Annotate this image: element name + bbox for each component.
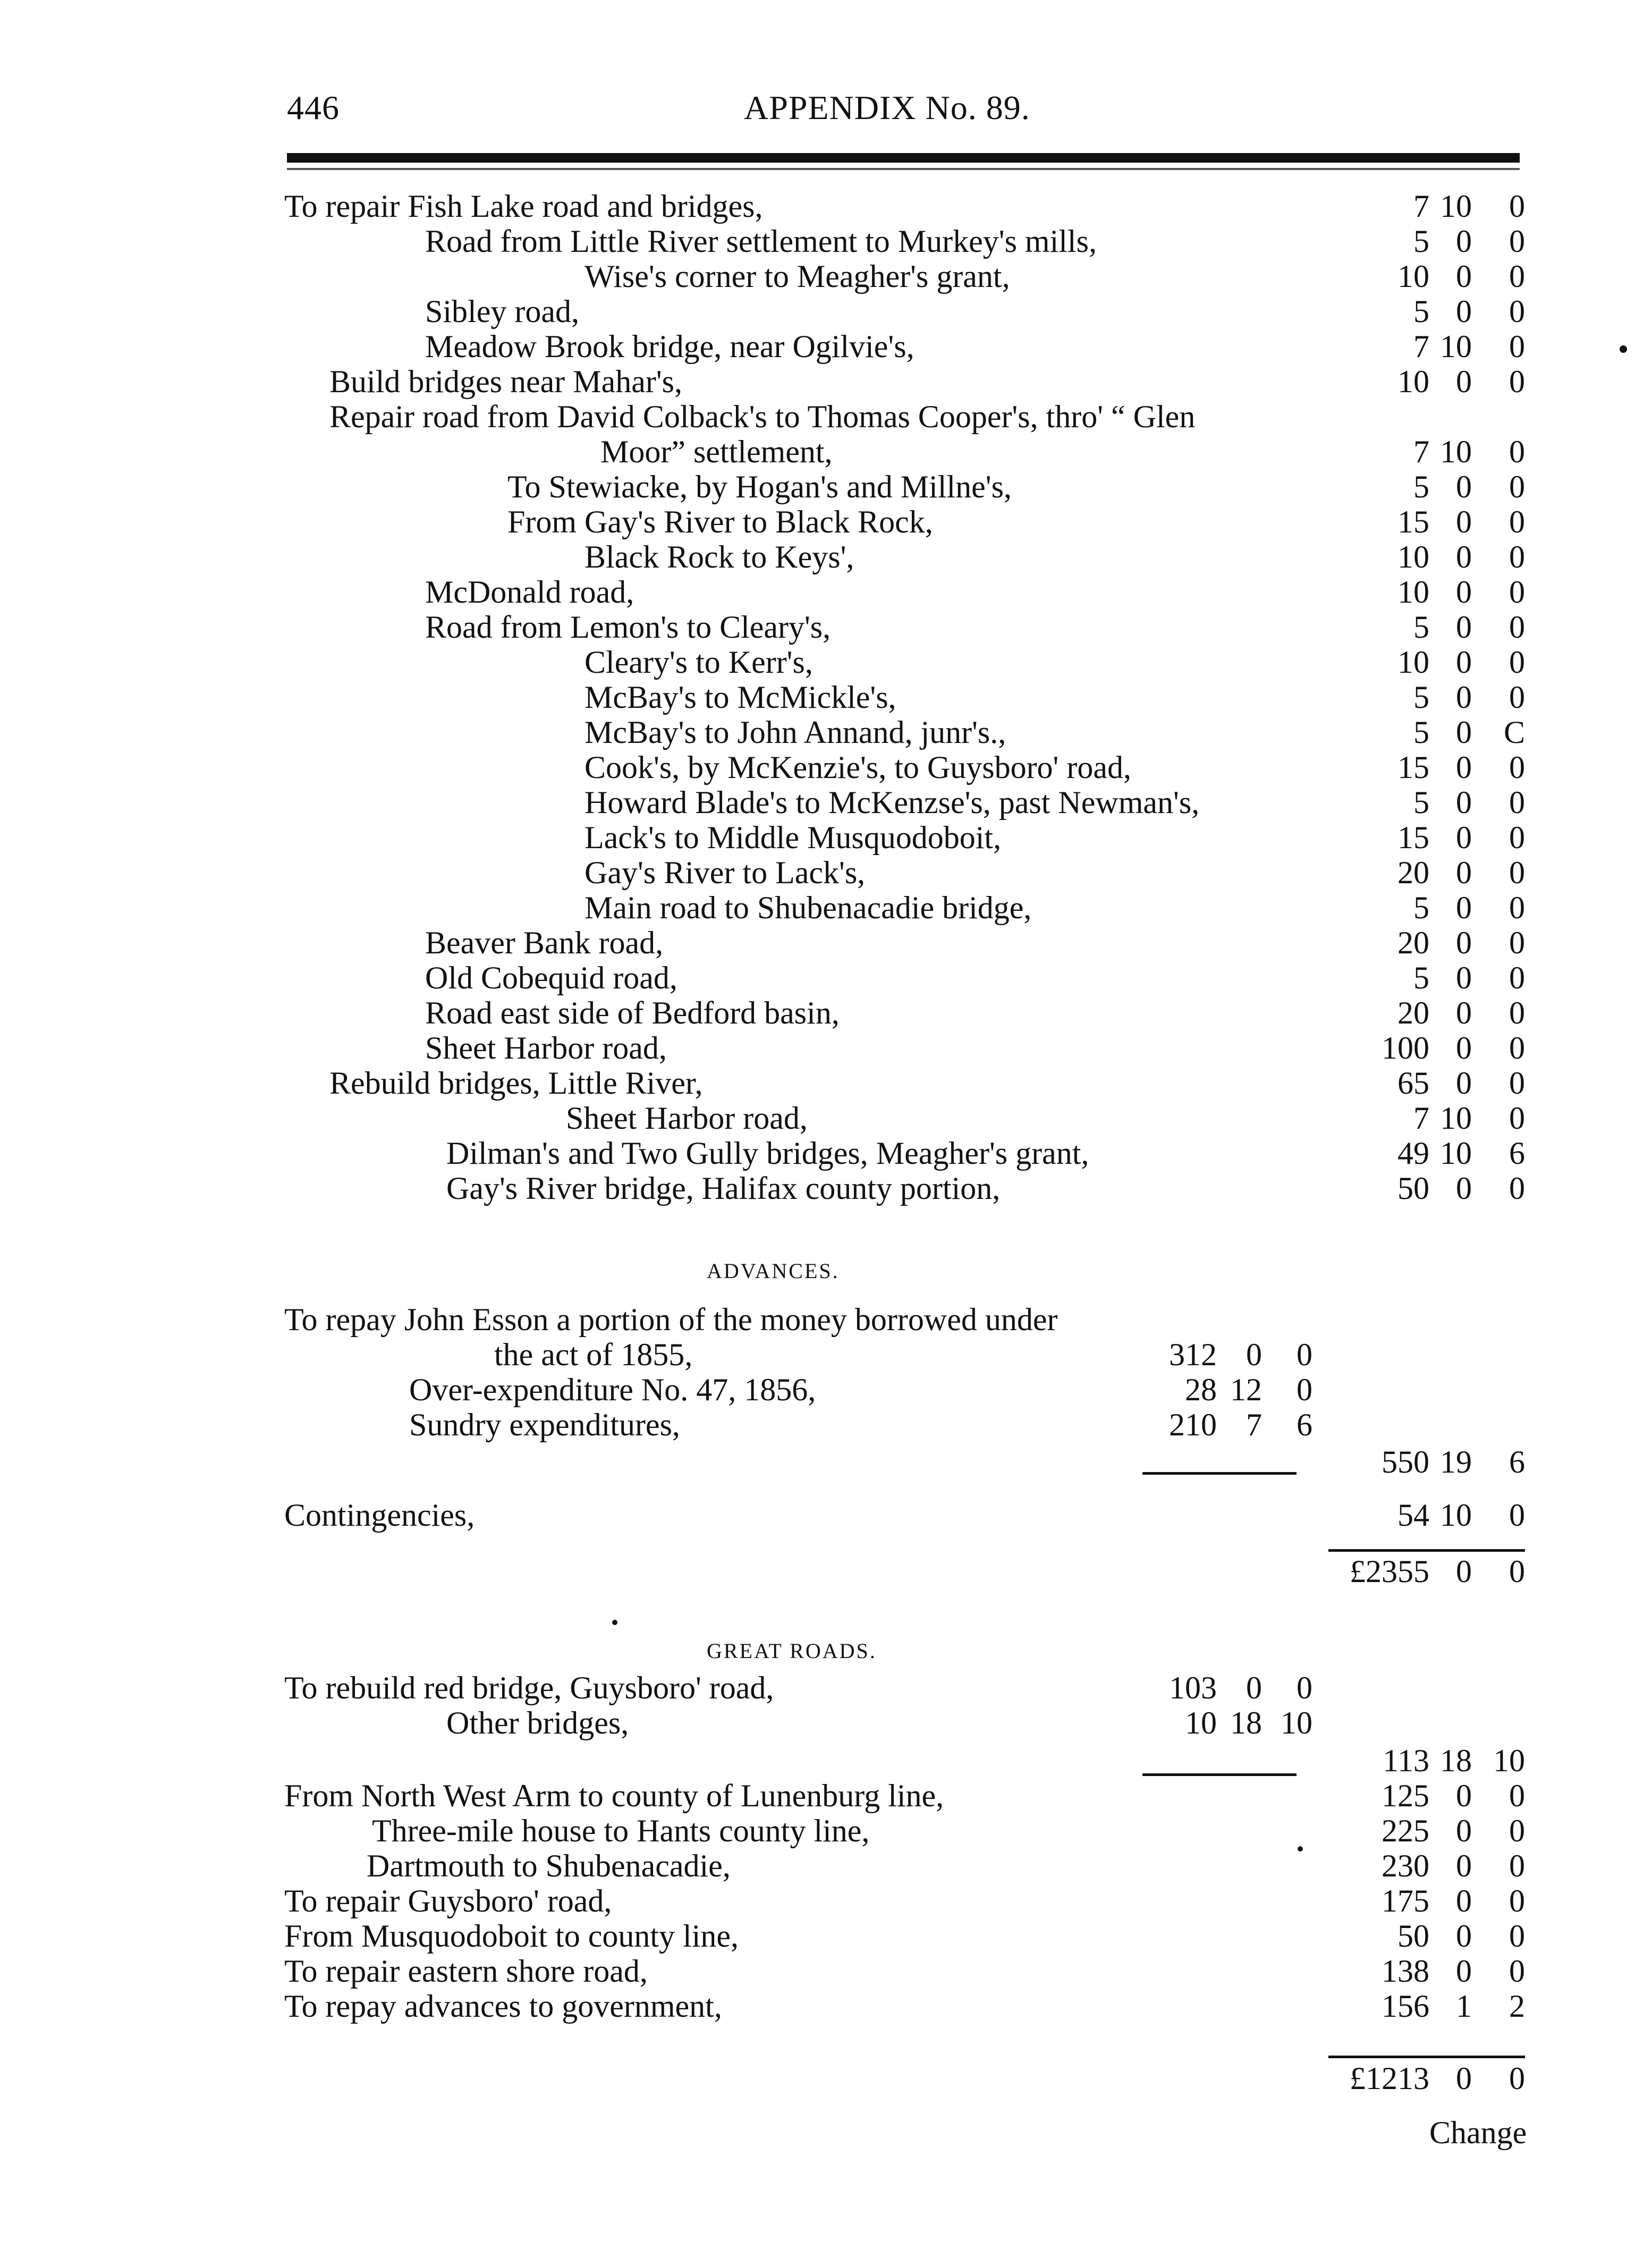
amount-pence: 0	[1509, 1171, 1525, 1206]
amount-pence: 0	[1509, 1918, 1525, 1954]
row-label: Cleary's to Kerr's,	[584, 645, 813, 680]
row-label: Sheet Harbor road,	[566, 1101, 808, 1136]
amount-pence: 0	[1509, 785, 1525, 820]
amount-pounds: 138	[1382, 1954, 1429, 1989]
amount-pounds: 10	[1185, 1705, 1217, 1740]
row-label: Gay's River to Lack's,	[584, 855, 866, 890]
amount-pounds: 10	[1397, 364, 1429, 399]
amount-pounds: 20	[1397, 995, 1429, 1030]
amount-pounds: 15	[1397, 820, 1429, 855]
amount-shillings: 0	[1456, 680, 1472, 715]
row-label: Beaver Bank road,	[425, 925, 664, 960]
amount-pence: 0	[1509, 189, 1525, 224]
amount-pence: 0	[1509, 1030, 1525, 1066]
great-road-label: Other bridges,	[446, 1705, 629, 1740]
amount-shillings: 12	[1230, 1372, 1262, 1407]
amount-pence: 0	[1509, 294, 1525, 329]
amount-shillings: 0	[1456, 364, 1472, 399]
amount-shillings: 10	[1440, 1101, 1472, 1136]
page-title: APPENDIX No. 89.	[744, 89, 1030, 126]
amount-pence: 0	[1509, 1848, 1525, 1883]
amount-pence: 0	[1509, 1778, 1525, 1813]
amount-shillings: 10	[1440, 434, 1472, 469]
amount-pence: 0	[1509, 820, 1525, 855]
amount-shillings: 0	[1456, 785, 1472, 820]
amount-pounds: 5	[1413, 890, 1429, 925]
amount-pence: 0	[1509, 259, 1525, 294]
advance-label: Over-expenditure No. 47, 1856,	[409, 1372, 816, 1407]
amount-pence: 0	[1509, 1813, 1525, 1848]
amount-pence: 0	[1509, 434, 1525, 469]
amount-shillings: 18	[1230, 1705, 1262, 1740]
amount-pounds: 10	[1397, 259, 1429, 294]
amount-pence: 10	[1281, 1705, 1312, 1740]
great-roads-sum-line	[1142, 1773, 1297, 1776]
amount-shillings: 1	[1456, 1989, 1472, 2024]
amount-shillings: 0	[1456, 960, 1472, 995]
advances-total-line	[1328, 1549, 1525, 1552]
row-label: Repair road from David Colback's to Thomas Cooper's, thro' “ Glen	[329, 399, 1196, 434]
amount-shillings: 0	[1456, 224, 1472, 259]
great-road-row-label: Three-mile house to Hants county line,	[372, 1813, 870, 1848]
amount-pounds: 100	[1382, 1030, 1429, 1066]
amount-pounds: 5	[1413, 469, 1429, 504]
amount-shillings: 0	[1456, 1066, 1472, 1101]
advances-heading: ADVANCES.	[707, 1259, 840, 1283]
amount-pence: 0	[1509, 1066, 1525, 1101]
row-label: Road east side of Bedford basin,	[425, 995, 840, 1030]
amount-pounds: 156	[1382, 1989, 1429, 2024]
amount-pounds: £1213	[1350, 2061, 1429, 2096]
row-label: Black Rock to Keys',	[584, 539, 854, 574]
row-label: Road from Lemon's to Cleary's,	[425, 610, 831, 645]
advance-label: the act of 1855,	[494, 1337, 693, 1372]
amount-shillings: 10	[1440, 1498, 1472, 1533]
catchword: Change	[1429, 2115, 1527, 2150]
amount-pence: 0	[1509, 364, 1525, 399]
amount-shillings: 0	[1456, 1954, 1472, 1989]
speck	[1298, 1846, 1303, 1851]
amount-shillings: 0	[1456, 1883, 1472, 1918]
amount-pounds: 5	[1413, 680, 1429, 715]
row-label: To repair Fish Lake road and bridges,	[284, 189, 763, 224]
amount-pounds: 5	[1413, 785, 1429, 820]
amount-shillings: 0	[1456, 820, 1472, 855]
amount-pence: 0	[1509, 890, 1525, 925]
row-label: McBay's to John Annand, junr's.,	[584, 715, 1006, 750]
row-label: Gay's River bridge, Halifax county portion,	[446, 1171, 1001, 1206]
amount-shillings: 0	[1456, 504, 1472, 539]
amount-pounds: 20	[1397, 925, 1429, 960]
row-label: Wise's corner to Meagher's grant,	[584, 259, 1010, 294]
amount-pounds: 7	[1413, 1101, 1429, 1136]
row-label: From Gay's River to Black Rock,	[507, 504, 933, 539]
amount-pounds: £2355	[1350, 1554, 1429, 1589]
amount-pence: 6	[1509, 1444, 1525, 1479]
great-road-row-label: From Musquodoboit to county line,	[284, 1918, 739, 1954]
amount-pence: 0	[1509, 224, 1525, 259]
amount-shillings: 10	[1440, 329, 1472, 364]
amount-shillings: 0	[1456, 1813, 1472, 1848]
amount-shillings: 0	[1246, 1670, 1262, 1705]
amount-pounds: 20	[1397, 855, 1429, 890]
amount-pounds: 7	[1413, 434, 1429, 469]
amount-pounds: 10	[1397, 539, 1429, 574]
advances-sum-line	[1142, 1472, 1297, 1475]
amount-shillings: 0	[1456, 610, 1472, 645]
amount-pounds: 5	[1413, 224, 1429, 259]
row-label: Sibley road,	[425, 294, 579, 329]
row-label: To Stewiacke, by Hogan's and Millne's,	[507, 469, 1012, 504]
great-road-row-label: Dartmouth to Shubenacadie,	[367, 1848, 731, 1883]
amount-shillings: 0	[1456, 539, 1472, 574]
row-label: Moor” settlement,	[600, 434, 833, 469]
amount-pence: 0	[1297, 1337, 1312, 1372]
amount-pence: 2	[1509, 1989, 1525, 2024]
great-road-row-label: To repair Guysboro' road,	[284, 1883, 612, 1918]
great-road-row-label: To repay advances to government,	[284, 1989, 722, 2024]
advances-line1: To repay John Esson a portion of the money borrowed under	[284, 1302, 1058, 1337]
great-roads-heading: GREAT ROADS.	[707, 1639, 877, 1663]
row-label: Old Cobequid road,	[425, 960, 677, 995]
amount-shillings: 7	[1246, 1407, 1262, 1442]
amount-shillings: 0	[1456, 925, 1472, 960]
amount-shillings: 0	[1246, 1337, 1262, 1372]
row-label: Road from Little River settlement to Murkey's mills,	[425, 224, 1097, 259]
amount-pounds: 7	[1413, 329, 1429, 364]
amount-shillings: 0	[1456, 294, 1472, 329]
amount-pounds: 10	[1397, 645, 1429, 680]
amount-pence: 0	[1509, 750, 1525, 785]
amount-shillings: 0	[1456, 469, 1472, 504]
row-label: Cook's, by McKenzie's, to Guysboro' road,	[584, 750, 1131, 785]
amount-pence: 0	[1509, 574, 1525, 610]
amount-pence: 0	[1509, 329, 1525, 364]
row-label: Sheet Harbor road,	[425, 1030, 667, 1066]
amount-pounds: 5	[1413, 715, 1429, 750]
contingencies-label: Contingencies,	[284, 1498, 475, 1533]
amount-pence: 10	[1493, 1743, 1525, 1778]
header-rule-thin	[287, 168, 1520, 170]
row-label: Main road to Shubenacadie bridge,	[584, 890, 1032, 925]
amount-pounds: 113	[1383, 1743, 1429, 1778]
amount-shillings: 0	[1456, 1848, 1472, 1883]
amount-shillings: 0	[1456, 715, 1472, 750]
amount-pence: 0	[1509, 645, 1525, 680]
amount-pence: 6	[1509, 1136, 1525, 1171]
amount-pence: 0	[1509, 960, 1525, 995]
amount-pounds: 175	[1382, 1883, 1429, 1918]
amount-pounds: 230	[1382, 1848, 1429, 1883]
amount-pounds: 312	[1169, 1337, 1217, 1372]
amount-shillings: 0	[1456, 1030, 1472, 1066]
amount-pounds: 550	[1382, 1444, 1429, 1479]
amount-pounds: 225	[1382, 1813, 1429, 1848]
amount-shillings: 0	[1456, 259, 1472, 294]
amount-pence: 0	[1297, 1670, 1312, 1705]
amount-pence: 0	[1297, 1372, 1312, 1407]
amount-pounds: 50	[1397, 1918, 1429, 1954]
amount-pounds: 65	[1397, 1066, 1429, 1101]
amount-pence: C	[1503, 715, 1525, 750]
amount-pence: 0	[1509, 855, 1525, 890]
amount-pence: 6	[1297, 1407, 1312, 1442]
amount-shillings: 19	[1440, 1444, 1472, 1479]
amount-pounds: 7	[1413, 189, 1429, 224]
row-label: McDonald road,	[425, 574, 634, 610]
amount-pounds: 10	[1397, 574, 1429, 610]
row-label: Dilman's and Two Gully bridges, Meagher's grant,	[446, 1136, 1089, 1171]
header-rule	[287, 153, 1520, 163]
advance-label: Sundry expenditures,	[409, 1407, 680, 1442]
amount-pounds: 210	[1169, 1407, 1217, 1442]
amount-pounds: 49	[1397, 1136, 1429, 1171]
great-road-row-label: To repair eastern shore road,	[284, 1954, 648, 1989]
amount-pence: 0	[1509, 469, 1525, 504]
amount-pounds: 103	[1169, 1670, 1217, 1705]
amount-pence: 0	[1509, 2061, 1525, 2096]
great-road-row-label: From North West Arm to county of Lunenburg line,	[284, 1778, 944, 1813]
amount-pence: 0	[1509, 1883, 1525, 1918]
amount-shillings: 0	[1456, 855, 1472, 890]
amount-pounds: 54	[1397, 1498, 1429, 1533]
amount-shillings: 0	[1456, 574, 1472, 610]
row-label: Build bridges near Mahar's,	[329, 364, 682, 399]
amount-shillings: 0	[1456, 1171, 1472, 1206]
amount-pence: 0	[1509, 1954, 1525, 1989]
speck	[1620, 345, 1627, 353]
amount-pence: 0	[1509, 680, 1525, 715]
amount-pounds: 5	[1413, 610, 1429, 645]
amount-pence: 0	[1509, 610, 1525, 645]
amount-pounds: 5	[1413, 960, 1429, 995]
amount-shillings: 0	[1456, 645, 1472, 680]
amount-shillings: 0	[1456, 995, 1472, 1030]
row-label: Howard Blade's to McKenzse's, past Newman's,	[584, 785, 1200, 820]
amount-pence: 0	[1509, 1498, 1525, 1533]
row-label: Meadow Brook bridge, near Ogilvie's,	[425, 329, 914, 364]
amount-pence: 0	[1509, 1101, 1525, 1136]
great-road-label: To rebuild red bridge, Guysboro' road,	[284, 1670, 774, 1705]
amount-shillings: 10	[1440, 1136, 1472, 1171]
amount-pence: 0	[1509, 539, 1525, 574]
amount-pounds: 50	[1397, 1171, 1429, 1206]
amount-pounds: 125	[1382, 1778, 1429, 1813]
great-roads-total-line	[1328, 2056, 1525, 2058]
row-label: Lack's to Middle Musquodoboit,	[584, 820, 1002, 855]
amount-pounds: 28	[1185, 1372, 1217, 1407]
row-label: McBay's to McMickle's,	[584, 680, 896, 715]
amount-shillings: 0	[1456, 1554, 1472, 1589]
amount-pounds: 5	[1413, 294, 1429, 329]
amount-shillings: 10	[1440, 189, 1472, 224]
amount-shillings: 0	[1456, 1918, 1472, 1954]
amount-shillings: 0	[1456, 2061, 1472, 2096]
page-number: 446	[287, 89, 340, 126]
amount-shillings: 18	[1440, 1743, 1472, 1778]
amount-pence: 0	[1509, 925, 1525, 960]
amount-pounds: 15	[1397, 504, 1429, 539]
amount-pence: 0	[1509, 1554, 1525, 1589]
amount-pence: 0	[1509, 995, 1525, 1030]
amount-pounds: 15	[1397, 750, 1429, 785]
speck	[612, 1620, 617, 1625]
amount-shillings: 0	[1456, 750, 1472, 785]
amount-shillings: 0	[1456, 1778, 1472, 1813]
amount-pence: 0	[1509, 504, 1525, 539]
row-label: Rebuild bridges, Little River,	[329, 1066, 703, 1101]
amount-shillings: 0	[1456, 890, 1472, 925]
